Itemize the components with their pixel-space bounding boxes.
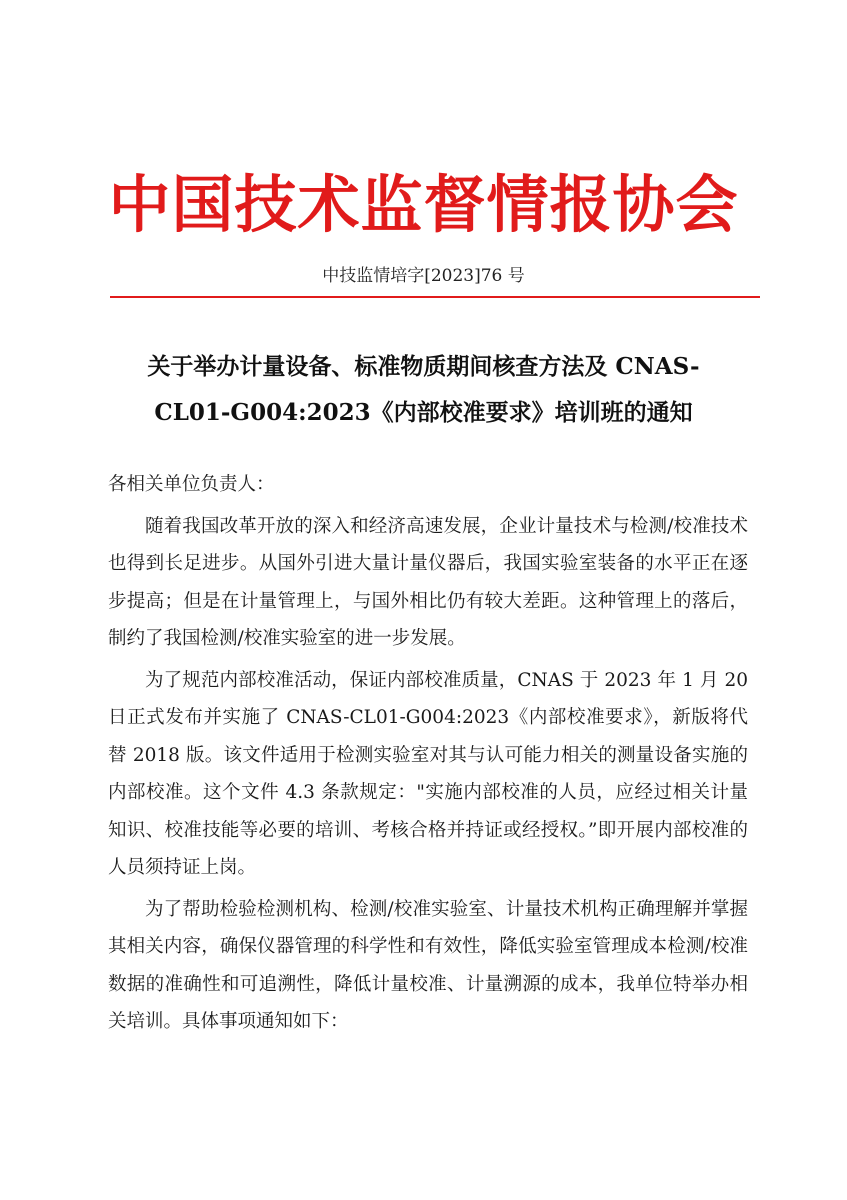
organization-title: 中国技术监督情报协会 <box>108 168 739 241</box>
paragraph-background: 随着我国改革开放的深入和经济高速发展，企业计量技术与检测/校准技术也得到长足进步。从国外引进大量计量仪器后，我国实验室装备的水平正在逐步提高；但是在计量管理上，与国外相比仍有较大差距。这种管理上的落后，制约了我国检测/校准实验室的进一步发展。 <box>108 515 748 649</box>
paragraph-training-purpose: 为了帮助检验检测机构、检测/校准实验室、计量技术机构正确理解并掌握其相关内容，确保仪器管理的科学性和有效性，降低实验室管理成本检测/校准数据的准确性和可追溯性，降低计量校准、计量溯源的成本，我单位特举办相关培训。具体事项通知如下： <box>108 898 748 1032</box>
document-number: 中技监情培字[2023]76 号 <box>322 266 525 286</box>
paragraph-cnas-requirement: 为了规范内部校准活动，保证内部校准质量，CNAS 于 2023 年 1 月 20 日正式发布并实施了 CNAS-CL01-G004:2023《内部校准要求》，新版将代替 2018 版。该文件适用于检测实验室对其与认可能力相关的测量设备实施的内部校准。这个文件 4.3 条款规定："实施内部校准的人员，应经过相关计量知识、校准技能等必要的培训、考核合格并持证或经授权。”即开展内部校准的人员须持证上岗。 <box>108 669 748 878</box>
notice-title-line-1: 关于举办计量设备、标准物质期间核查方法及 CNAS- <box>147 353 700 380</box>
header-divider <box>110 296 760 298</box>
notice-body <box>108 466 748 1045</box>
notice-title-line-2: CL01-G004:2023《内部校准要求》培训班的通知 <box>154 399 693 426</box>
notice-title <box>110 344 737 436</box>
salutation: 各相关单位负责人： <box>108 474 275 495</box>
